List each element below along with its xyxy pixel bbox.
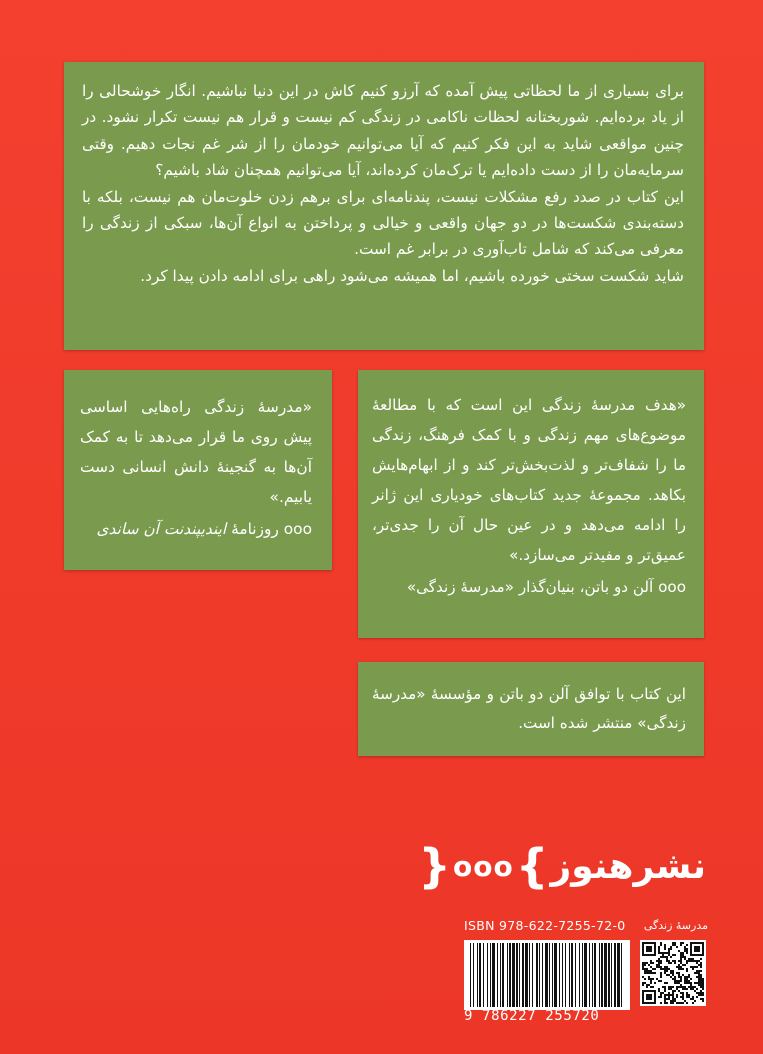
quote-text: «هدف مدرسهٔ زندگی این است که با مطالعهٔ موضوع‌های مهم زندگی و با کمک فرهنگ، زندگی ما را شفاف‌تر و لذت‌بخش‌تر کند و از ابهام‌هایش بکاهد. مجموعهٔ جدید کتاب‌های خودیاری این ژانر را ادامه می‌دهد و در عین حال آن را جدی‌تر، عمیق‌تر و مفیدتر می‌سازد.» xyxy=(372,396,686,564)
publisher-name: نشرهنوز xyxy=(550,845,706,887)
publisher-logo xyxy=(418,834,706,898)
qr-code-icon xyxy=(640,940,706,1006)
attribution-source: ایندیپندنت آن ساندی xyxy=(96,520,227,538)
main-blurb-box xyxy=(64,62,704,350)
blurb-paragraph-2: این کتاب در صدد رفع مشکلات نیست، پندنامه‌ای برای برهم زدن خلوت‌مان هم نیست، بلکه با دسته‌بندی شکست‌ها در دو جهان واقعی و خیالی و پرداختن به انواع آن‌ها، سبکی از زندگی را معرفی می‌کند که شامل تاب‌آوری در برابر غم است. xyxy=(82,187,684,259)
barcode-digits: 9 786227 255720 xyxy=(464,1008,600,1024)
publication-note: این کتاب با توافق آلن دو باتن و مؤسسهٔ «مدرسهٔ زندگی» منتشر شده است. xyxy=(372,685,686,732)
quote-box-independent xyxy=(64,370,332,570)
quote-attribution xyxy=(80,514,312,544)
blurb-paragraph-3: شاید شکست سختی خورده باشیم، اما همیشه می‌شود راهی برای ادامه دادن پیدا کرد. xyxy=(140,266,684,285)
quote-text: «مدرسهٔ زندگی راه‌هایی اساسی پیش روی ما قرار می‌دهد تا به کمک آن‌ها به گنجینهٔ دانش انسانی دست یابیم.» xyxy=(80,398,312,506)
barcode xyxy=(464,940,630,1024)
blurb-paragraph-1: برای بسیاری از ما لحظاتی پیش آمده که آرزو کنیم کاش در این دنیا نباشیم. انگار خوشحالی را از یاد برده‌ایم. شوربختانه لحظات ناکامی در زندگی کم نیست و قرار هم نیست تکرار نشود. در چنین مواقعی شاید به این فکر کنیم که آیا می‌توانیم خودمان را از شر غم نجات دهیم. وقتی سرمایه‌مان را از دست داده‌ایم یا ترک‌مان کرده‌اند، آیا می‌توانیم همچنان شاد باشیم؟ xyxy=(82,82,684,180)
isbn-number: ISBN 978-622-7255-72-0 xyxy=(464,917,626,933)
logo-dots: ooo xyxy=(453,849,514,883)
quote-box-de-botton xyxy=(358,370,704,638)
attribution-prefix: ooo روزنامهٔ xyxy=(231,520,312,538)
quote-attribution: ooo آلن دو باتن، بنیان‌گذار «مدرسهٔ زندگی» xyxy=(406,578,686,596)
isbn-row xyxy=(464,916,708,934)
logo-brace-open: { xyxy=(418,839,452,893)
barcode-bars xyxy=(464,940,630,1010)
publication-note-box xyxy=(358,662,704,756)
logo-brace-close: } xyxy=(515,839,549,893)
series-name: مدرسهٔ زندگی xyxy=(643,918,708,932)
